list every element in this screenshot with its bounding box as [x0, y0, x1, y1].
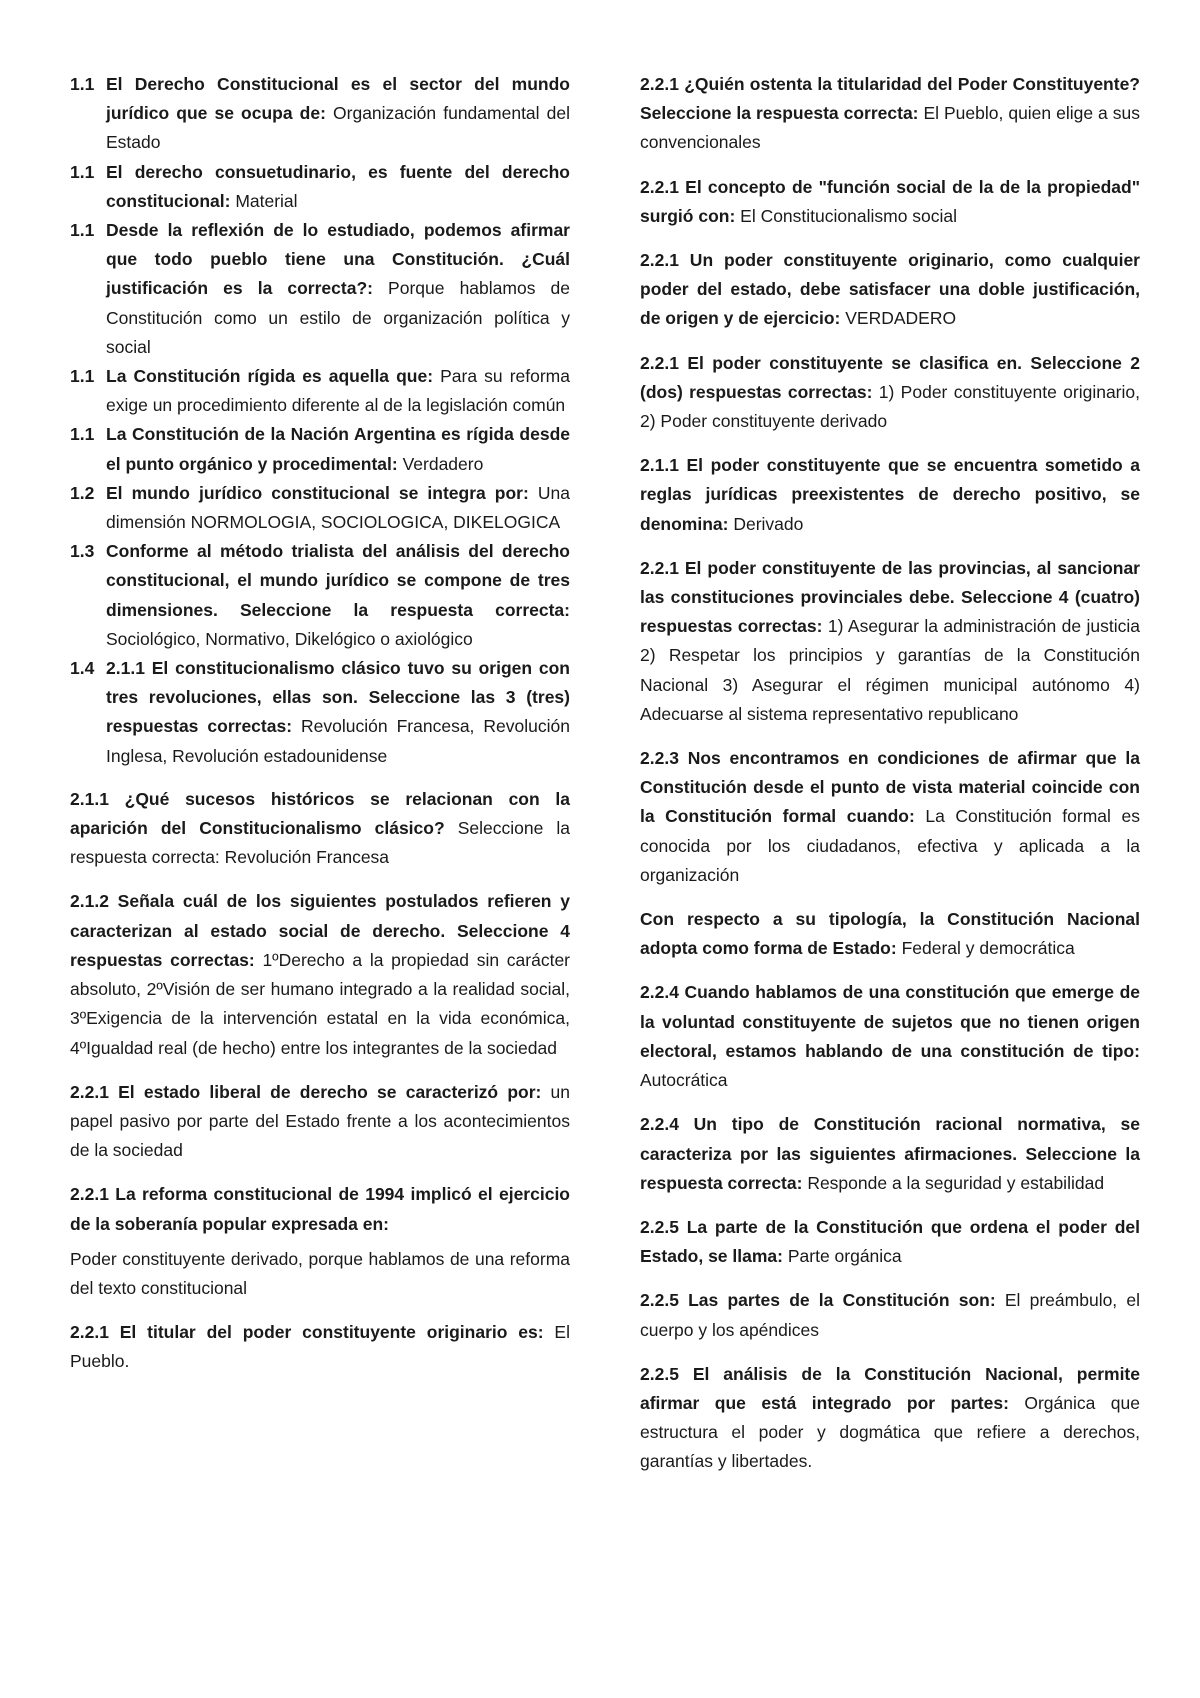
question: 2.2.1 El estado liberal de derecho se caracterizó por: [70, 1081, 542, 1102]
question-paragraph [640, 554, 1140, 729]
question: 2.2.1 El poder constituyente se clasifica en. Seleccione 2 (dos) respuestas correctas: [640, 352, 1140, 402]
question: 2.2.5 La parte de la Constitución que ordena el poder del Estado, se llama: [640, 1216, 1140, 1267]
answer: Para su reforma exige un procedimiento diferente al de la legislación común [106, 366, 570, 416]
question-paragraph [640, 1110, 1140, 1198]
question: 2.2.4 Cuando hablamos de una constitución que emerge de la voluntad constituyente de sujetos que no tienen origen electoral, estamos hablando de una constitución de tipo: [640, 982, 1140, 1061]
question: 2.2.5 El análisis de la Constitución Nacional, permite afirmar que está integrado por partes: [640, 1363, 1140, 1413]
question-text [106, 216, 570, 362]
answer: Derivado [728, 513, 804, 534]
answer: Organización fundamental del Estado [106, 103, 570, 153]
question: 2.2.1 El poder constituyente de las provincias, al sancionar las constituciones provinciales debe. Seleccione 4 (cuatro) respuestas correctas: [640, 557, 1140, 637]
question: 2.2.1 La reforma constitucional de 1994 implicó el ejercicio de la soberanía popular expresada en: [70, 1184, 570, 1234]
question: Conforme al método trialista del análisis del derecho constitucional, el mundo jurídico se compone de tres dimensiones. Seleccione la respuesta correcta: [106, 541, 570, 620]
question: Desde la reflexión de lo estudiado, podemos afirmar que todo pueblo tiene una Constitución. ¿Cuál justificación es la correcta?: [106, 220, 570, 299]
numbered-question [70, 537, 570, 654]
answer: Federal y democrática [896, 938, 1075, 959]
answer: Revolución Francesa, Revolución Inglesa, Revolución estadounidense [106, 716, 570, 766]
numbered-question [70, 420, 570, 478]
answer: Sociológico, Normativo, Dikelógico o axiológico [106, 628, 473, 649]
right-paragraphs [640, 70, 1140, 1477]
answer: Orgánica que estructura el poder y dogmática que refiere a derechos, garantías y libertades. [640, 1392, 1140, 1472]
answer: Seleccione la respuesta correcta: Revolución Francesa [70, 818, 570, 868]
answer: Verdadero [397, 453, 484, 474]
question-number: 1.1 [70, 74, 95, 94]
question-paragraph [640, 1286, 1140, 1344]
numbered-list [70, 70, 570, 771]
answer: 1) Poder constituyente originario, 2) Poder constituyente derivado [640, 381, 1140, 432]
numbered-question [70, 216, 570, 362]
answer: El Pueblo, quien elige a sus convencionales [640, 103, 1140, 153]
answer: Material [230, 190, 298, 211]
left-column [70, 70, 570, 1698]
question-paragraph [640, 744, 1140, 890]
question: 2.2.1 El concepto de "función social de la de la propiedad" surgió con: [640, 176, 1140, 226]
question-paragraph [70, 887, 570, 1062]
numbered-question [70, 158, 570, 216]
question: 2.2.3 Nos encontramos en condiciones de afirmar que la Constitución desde el punto de vista material coincide con la Constitución formal cuando: [640, 748, 1140, 827]
question: La Constitución rígida es aquella que: [106, 366, 434, 387]
question: 2.2.1 ¿Quién ostenta la titularidad del Poder Constituyente? Seleccione la respuesta correcta: [640, 74, 1140, 124]
answer: VERDADERO [840, 308, 957, 329]
question-paragraph [640, 905, 1140, 963]
question: 2.1.1 El poder constituyente que se encuentra sometido a reglas jurídicas preexistentes de derecho positivo, se denomina: [640, 455, 1140, 534]
question-paragraph [640, 173, 1140, 231]
question-paragraph [70, 1078, 570, 1166]
answer: 1) Asegurar la administración de justicia 2) Respetar los principios y garantías de la Constitución Nacional 3) Asegurar el régimen municipal autónomo 4) Adecuarse al sistema representativo republicano [640, 616, 1140, 724]
question-paragraph [640, 349, 1140, 437]
question: 2.1.1 ¿Qué sucesos históricos se relacionan con la aparición del Constitucionalismo clásico? [70, 788, 570, 839]
left-paragraphs [70, 785, 570, 1377]
question-text [106, 479, 570, 537]
question-number: 1.2 [70, 482, 95, 503]
answer: Poder constituyente derivado, porque hablamos de una reforma del texto constitucional [70, 1248, 570, 1298]
question: 2.1.2 Señala cuál de los siguientes postulados refieren y caracterizan al estado social de derecho. Seleccione 4 respuestas correctas: [70, 891, 570, 970]
question-paragraph [70, 1318, 570, 1376]
question-paragraph [70, 1245, 570, 1303]
question-number: 1.3 [70, 541, 95, 562]
question-number: 1.1 [70, 424, 95, 445]
question-text [106, 537, 570, 654]
question-number: 1.1 [70, 161, 95, 182]
right-column [640, 70, 1140, 1698]
answer: La Constitución formal es conocida por los ciudadanos, efectiva y aplicada a la organización [640, 806, 1140, 885]
question-number: 1.4 [70, 658, 95, 679]
question-paragraph [70, 785, 570, 873]
question: 2.2.1 Un poder constituyente originario, como cualquier poder del estado, debe satisfacer una doble justificación, de origen y de ejercicio: [640, 250, 1140, 329]
question-text [106, 654, 570, 771]
question: El Derecho Constitucional es el sector del mundo jurídico que se ocupa de: [106, 74, 570, 124]
answer: 1ºDerecho a la propiedad sin carácter absoluto, 2ºVisión de ser humano integrado a la realidad social, 3ºExigencia de la intervención estatal en la vida económica, 4ºIgualdad real (de hecho) entre los integrantes de la sociedad [70, 949, 570, 1058]
question-paragraph [640, 451, 1140, 539]
answer: un papel pasivo por parte del Estado frente a los acontecimientos de la sociedad [70, 1081, 570, 1161]
question: El derecho consuetudinario, es fuente del derecho constitucional: [106, 161, 570, 211]
answer: Parte orgánica [782, 1246, 902, 1267]
numbered-question [70, 654, 570, 771]
question: Con respecto a su tipología, la Constitución Nacional adopta como forma de Estado: [640, 909, 1140, 959]
numbered-question [70, 479, 570, 537]
question-paragraph [640, 70, 1140, 158]
question-paragraph [640, 246, 1140, 334]
numbered-question [70, 70, 570, 158]
question: 2.2.1 El titular del poder constituyente originario es: [70, 1322, 544, 1343]
question-text [106, 70, 570, 158]
question-paragraph [70, 1180, 570, 1238]
question-number: 1.1 [70, 220, 95, 241]
answer: El preámbulo, el cuerpo y los apéndices [640, 1290, 1140, 1340]
question: El mundo jurídico constitucional se integra por: [106, 482, 529, 503]
question-text [106, 420, 570, 478]
question-paragraph [640, 978, 1140, 1095]
question-text [106, 362, 570, 420]
answer: Una dimensión NORMOLOGIA, SOCIOLOGICA, DIKELOGICA [106, 482, 570, 533]
question-paragraph [640, 1360, 1140, 1477]
answer: El Constitucionalismo social [735, 205, 958, 226]
answer: Autocrática [640, 1070, 728, 1091]
answer: Responde a la seguridad y estabilidad [802, 1172, 1105, 1193]
numbered-question [70, 362, 570, 420]
answer: Porque hablamos de Constitución como un estilo de organización política y social [106, 278, 570, 357]
question: 2.1.1 El constitucionalismo clásico tuvo su origen con tres revoluciones, ellas son. Seleccione las 3 (tres) respuestas correctas: [106, 658, 570, 737]
question: 2.2.4 Un tipo de Constitución racional normativa, se caracteriza por las siguientes afirmaciones. Seleccione la respuesta correcta: [640, 1114, 1140, 1193]
question-text [106, 158, 570, 216]
question-number: 1.1 [70, 366, 95, 387]
question: La Constitución de la Nación Argentina es rígida desde el punto orgánico y procedimental: [106, 424, 570, 474]
answer: El Pueblo. [70, 1322, 570, 1372]
question: 2.2.5 Las partes de la Constitución son: [640, 1290, 996, 1311]
question-paragraph [640, 1213, 1140, 1271]
